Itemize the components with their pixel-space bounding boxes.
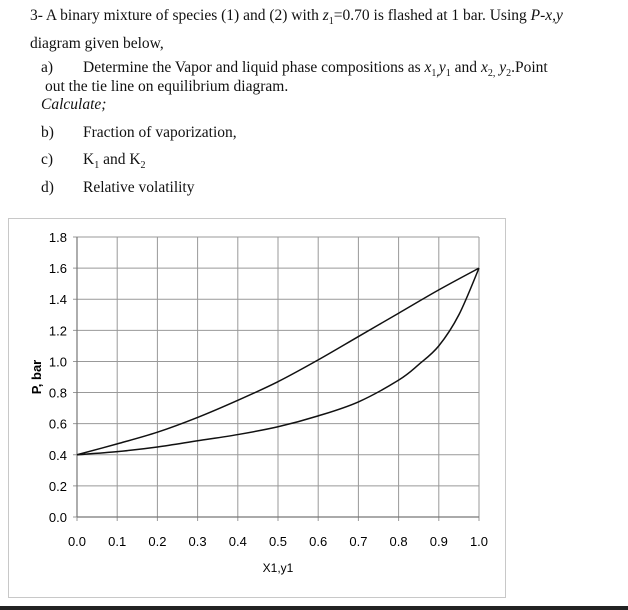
sub: 2	[506, 68, 512, 80]
text: =0.70 is flashed at 1 bar. Using	[333, 7, 531, 24]
item-c-label: c)	[41, 151, 54, 168]
sub: 1,	[431, 68, 439, 80]
text: K	[83, 151, 95, 168]
item-b-text: Fraction of vaporization,	[83, 124, 237, 141]
y-tick-label: 1.2	[48, 323, 67, 339]
sub: 1	[328, 16, 334, 28]
x-tick-label: 0.0	[67, 534, 87, 549]
sub: 1	[94, 160, 100, 172]
y-tick-label: 1.4	[48, 292, 67, 308]
sub: 2	[140, 160, 146, 172]
text: and K	[99, 151, 141, 168]
var: x	[424, 59, 432, 76]
grid	[73, 237, 479, 521]
diagram-name: P-x,y	[530, 7, 563, 24]
x-tick-label: 0.9	[429, 534, 448, 549]
sub: 1	[445, 68, 451, 80]
y-tick-label: 1.8	[48, 230, 67, 245]
x-tick-label: 0.1	[108, 534, 127, 549]
calculate-heading: Calculate;	[41, 96, 107, 113]
x-tick-label: 0.4	[228, 534, 247, 549]
y-tick-label: 0.6	[48, 416, 67, 432]
var: y	[495, 59, 507, 76]
text: and	[450, 59, 481, 76]
z-symbol: z	[322, 7, 329, 24]
y-axis-label: P, bar	[29, 359, 44, 395]
y-tick-label: 0.2	[48, 478, 67, 494]
y-tick-label: 0.4	[48, 447, 67, 463]
y-tick-label: 1.6	[48, 261, 67, 277]
text: .Point	[511, 59, 548, 76]
var: y	[438, 59, 446, 76]
item-b-label: b)	[41, 124, 54, 141]
y-tick-label: 0.0	[48, 510, 67, 525]
var: x	[480, 59, 488, 76]
item-a-line-2: out the tie line on equilibrium diagram.	[45, 78, 289, 95]
x-tick-label: 0.3	[188, 534, 207, 549]
item-a-label: a)	[41, 59, 54, 76]
x-tick-label: 0.2	[148, 534, 167, 549]
text: Determine the Vapor and liquid phase compositions as	[83, 59, 425, 76]
bottom-bar	[0, 606, 628, 610]
x-tick-label: 0.6	[309, 534, 328, 549]
sub: 2,	[487, 68, 496, 80]
x-tick-label: 1.0	[469, 534, 489, 549]
x-tick-label: 0.7	[349, 534, 368, 549]
y-tick-label: 1.0	[48, 354, 67, 370]
y-tick-label: 0.8	[48, 385, 67, 401]
item-d-text: Relative volatility	[83, 179, 195, 196]
text: 3- A binary mixture of species (1) and (2) with	[30, 7, 323, 24]
x-tick-label: 0.8	[389, 534, 408, 549]
item-d-label: d)	[41, 179, 54, 196]
question-line-2: diagram given below,	[30, 35, 164, 52]
x-tick-label: 0.5	[268, 534, 288, 549]
tick-labels	[49, 230, 488, 549]
x-axis-label: X1,y1	[262, 561, 294, 575]
